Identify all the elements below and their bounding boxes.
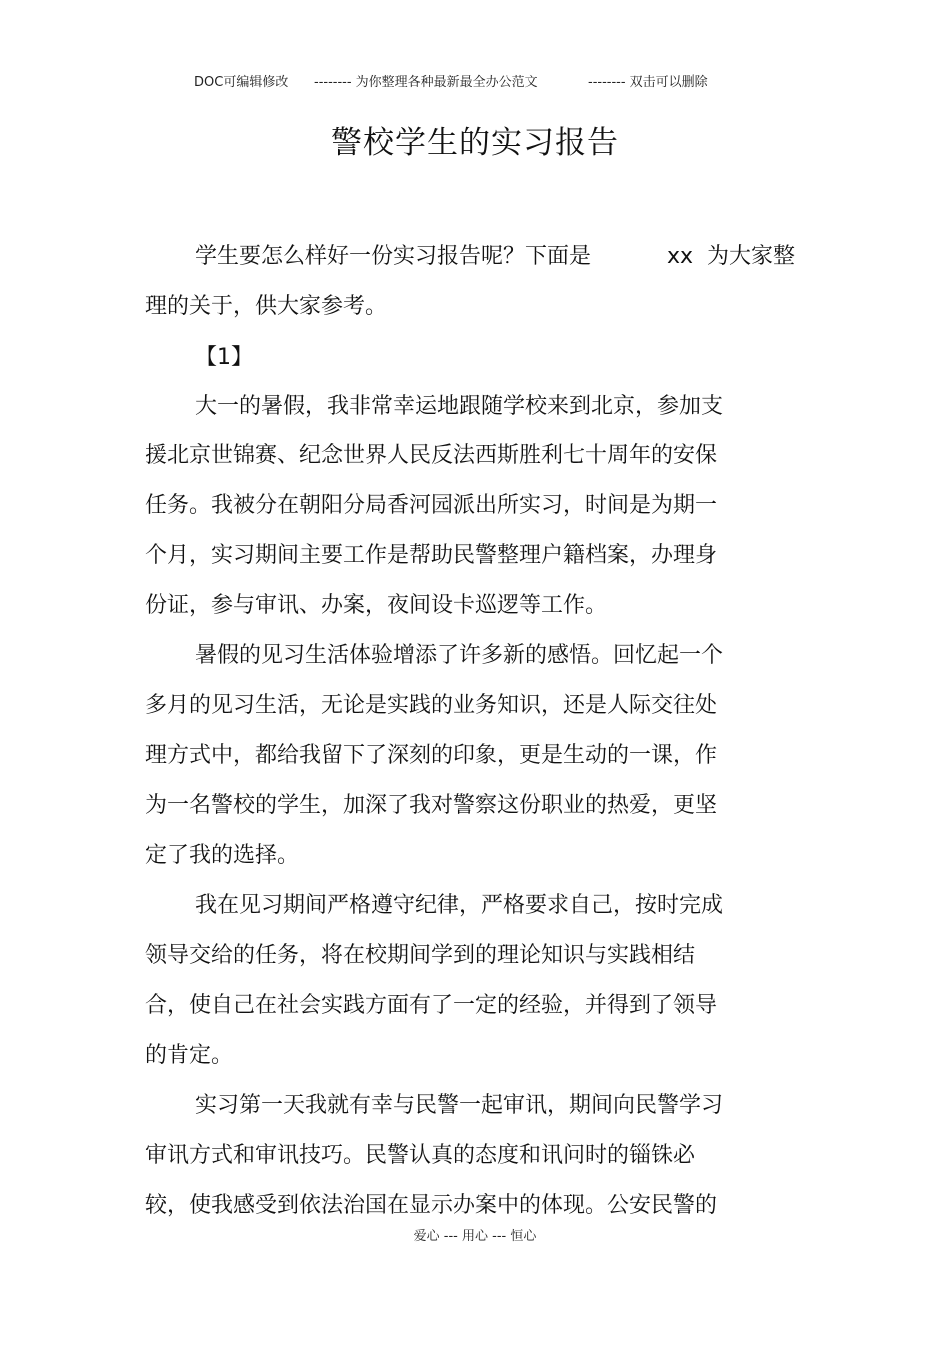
intro-text-part3: 为大家整 (707, 244, 796, 269)
paragraph-line: 的肯定。 (145, 1043, 234, 1068)
paragraph-line: 任务。我被分在朝阳分局香河园派出所实习，时间是为期一 (145, 493, 718, 518)
paragraph-line: 较，使我感受到依法治国在显示办案中的体现。公安民警的 (145, 1193, 718, 1218)
intro-line-2: 理的关于，供大家参考。 (145, 294, 388, 319)
paragraph-line: 定了我的选择。 (145, 843, 300, 868)
intro-text-part2: xx (667, 244, 694, 269)
header-middle-text: -------- 为你整理各种最新最全办公范文 (314, 75, 538, 90)
paragraph-line: 合，使自己在社会实践方面有了一定的经验，并得到了领导 (145, 993, 718, 1018)
section-label: 【1】 (195, 345, 253, 370)
header-left-text: DOC可编辑修改 (194, 75, 289, 90)
paragraph-line: 个月，实习期间主要工作是帮助民警整理户籍档案，办理身 (145, 543, 718, 568)
header-right-text: -------- 双击可以删除 (588, 75, 708, 90)
paragraph-line: 份证，参与审讯、办案，夜间设卡巡逻等工作。 (145, 593, 608, 618)
paragraph-line: 多月的见习生活，无论是实践的业务知识，还是人际交往处 (145, 693, 718, 718)
paragraph-line: 审讯方式和审讯技巧。民警认真的态度和讯问时的锱铢必 (145, 1143, 696, 1168)
paragraph-line: 为一名警校的学生，加深了我对警察这份职业的热爱，更坚 (145, 793, 718, 818)
document-title: 警校学生的实习报告 (331, 125, 619, 161)
paragraph-line: 暑假的见习生活体验增添了许多新的感悟。回忆起一个 (195, 643, 724, 668)
paragraph-line: 领导交给的任务，将在校期间学到的理论知识与实践相结 (145, 943, 696, 968)
intro-line-1 (195, 239, 855, 275)
paragraph-line: 援北京世锦赛、纪念世界人民反法西斯胜利七十周年的安保 (145, 443, 718, 468)
paragraph-line: 理方式中，都给我留下了深刻的印象，更是生动的一课，作 (145, 743, 718, 768)
paragraph-line: 大一的暑假，我非常幸运地跟随学校来到北京，参加支 (195, 394, 724, 419)
intro-text-part1: 学生要怎么样好一份实习报告呢？下面是 (195, 244, 592, 269)
paragraph-line: 实习第一天我就有幸与民警一起审讯，期间向民警学习 (195, 1093, 724, 1118)
paragraph-line: 我在见习期间严格遵守纪律，严格要求自己，按时完成 (195, 893, 724, 918)
page-header (190, 73, 750, 93)
page-footer: 爱心 --- 用心 --- 恒心 (413, 1229, 537, 1244)
